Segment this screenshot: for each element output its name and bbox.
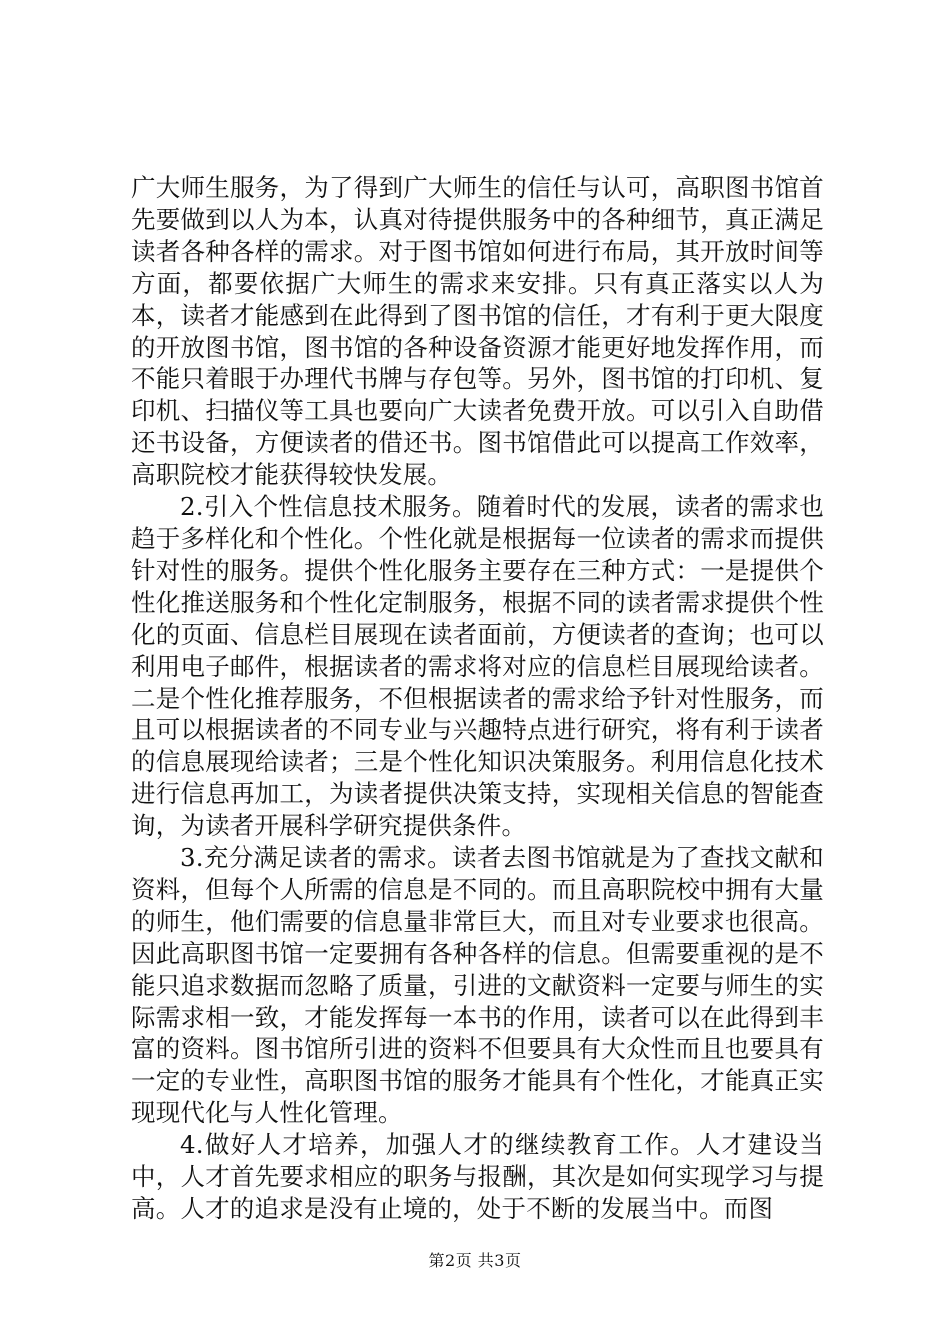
page-number-footer: 第2页 共3页 (428, 1251, 522, 1270)
paragraph-item-4: 4.做好人才培养，加强人才的继续教育工作。人才建设当中，人才首先要求相应的职务与报酬，其次是如何实现学习与提高。人才的追求是没有止境的，处于不断的发展当中。而图 (131, 1130, 824, 1223)
paragraph-item-2: 2.引入个性信息技术服务。随着时代的发展，读者的需求也趋于多样化和个性化。个性化就是根据每一位读者的需求而提供针对性的服务。提供个性化服务主要存在三种方式：一是提供个性化推送服务和个性化定制服务，根据不同的读者需求提供个性化的页面、信息栏目展现在读者面前，方便读者的查询；也可以利用电子邮件，根据读者的需求将对应的信息栏目展现给读者。二是个性化推荐服务，不但根据读者的需求给予针对性服务，而且可以根据读者的不同专业与兴趣特点进行研究，将有利于读者的信息展现给读者；三是个性化知识决策服务。利用信息化技术进行信息再加工，为读者提供决策支持，实现相关信息的智能查询，为读者开展科学研究提供条件。 (131, 492, 824, 841)
paragraph-continuation: 广大师生服务，为了得到广大师生的信任与认可，高职图书馆首先要做到以人为本，认真对待提供服务中的各种细节，真正满足读者各种各样的需求。对于图书馆如何进行布局，其开放时间等方面，都要依据广大师生的需求来安排。只有真正落实以人为本，读者才能感到在此得到了图书馆的信任，才有利于更大限度的开放图书馆，图书馆的各种设备资源才能更好地发挥作用，而不能只着眼于办理代书牌与存包等。另外，图书馆的打印机、复印机、扫描仪等工具也要向广大读者免费开放。可以引入自助借还书设备，方便读者的借还书。图书馆借此可以提高工作效率，高职院校才能获得较快发展。 (131, 173, 824, 490)
paragraph-item-3: 3.充分满足读者的需求。读者去图书馆就是为了查找文献和资料，但每个人所需的信息是不同的。而且高职院校中拥有大量的师生，他们需要的信息量非常巨大，而且对专业要求也很高。因此高职图书馆一定要拥有各种各样的信息。但需要重视的是不能只追求数据而忽略了质量，引进的文献资料一定要与师生的实际需求相一致，才能发挥每一本书的作用，读者可以在此得到丰富的资料。图书馆所引进的资料不但要具有大众性而且也要具有一定的专业性，高职图书馆的服务才能具有个性化，才能真正实现现代化与人性化管理。 (131, 843, 824, 1128)
body-text (131, 172, 824, 1225)
